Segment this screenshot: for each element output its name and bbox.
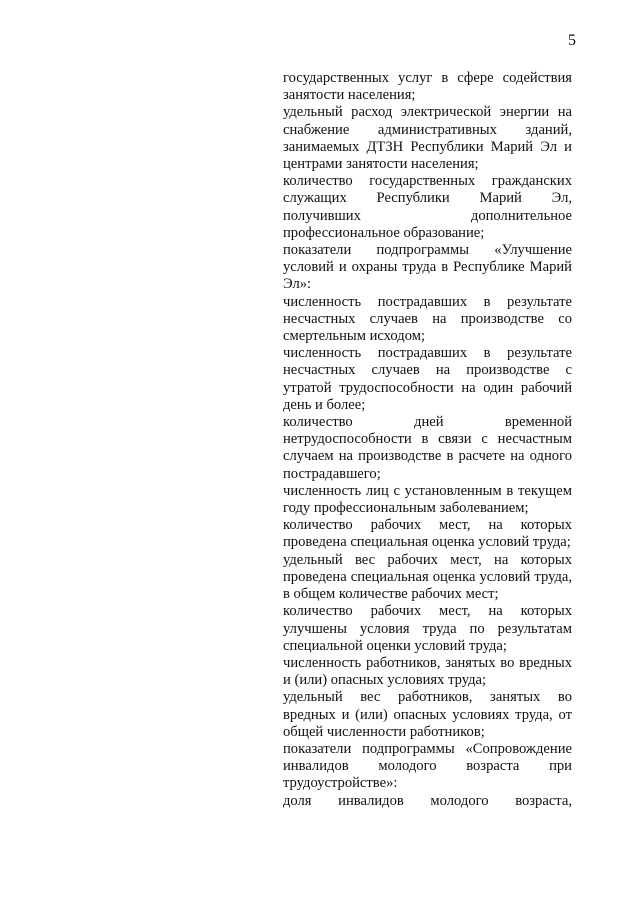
paragraph: количество рабочих мест, на которых улучшены условия труда по результатам специальной оценки условий труда; bbox=[283, 603, 572, 654]
paragraph: количество дней временной нетрудоспособности в связи с несчастным случаем на производстве в расчете на одного пострадавшего; bbox=[283, 414, 572, 482]
paragraph: количество государственных гражданских служащих Республики Марий Эл, получивших дополнительное профессиональное образование; bbox=[283, 173, 572, 241]
paragraph: численность пострадавших в результате несчастных случаев на производстве со смертельным исходом; bbox=[283, 293, 572, 345]
body-text bbox=[283, 70, 572, 810]
paragraph: удельный расход электрической энергии на снабжение административных зданий, занимаемых ДТЗН Республики Марий Эл и центрами занятости населения; bbox=[283, 104, 572, 173]
paragraph: количество рабочих мест, на которых проведена специальная оценка условий труда; bbox=[283, 517, 572, 551]
paragraph: доля инвалидов молодого возраста, bbox=[283, 792, 572, 809]
paragraph: численность лиц с установленным в текущем году профессиональным заболеванием; bbox=[283, 482, 572, 517]
paragraph: удельный вес рабочих мест, на которых проведена специальная оценка условий труда, в общем количестве рабочих мест; bbox=[283, 551, 572, 603]
paragraph: показатели подпрограммы «Улучшение условий и охраны труда в Республике Марий Эл»: bbox=[283, 242, 572, 293]
paragraph: удельный вес работников, занятых во вредных и (или) опасных условиях труда, от общей численности работников; bbox=[283, 689, 572, 740]
paragraph: показатели подпрограммы «Сопровождение инвалидов молодого возраста при трудоустройстве»: bbox=[283, 740, 572, 792]
page-number: 5 bbox=[568, 32, 576, 49]
paragraph: численность пострадавших в результате несчастных случаев на производстве с утратой трудоспособности на один рабочий день и более; bbox=[283, 345, 572, 413]
paragraph: государственных услуг в сфере содействия занятости населения; bbox=[283, 70, 572, 104]
paragraph: численность работников, занятых во вредных и (или) опасных условиях труда; bbox=[283, 654, 572, 689]
